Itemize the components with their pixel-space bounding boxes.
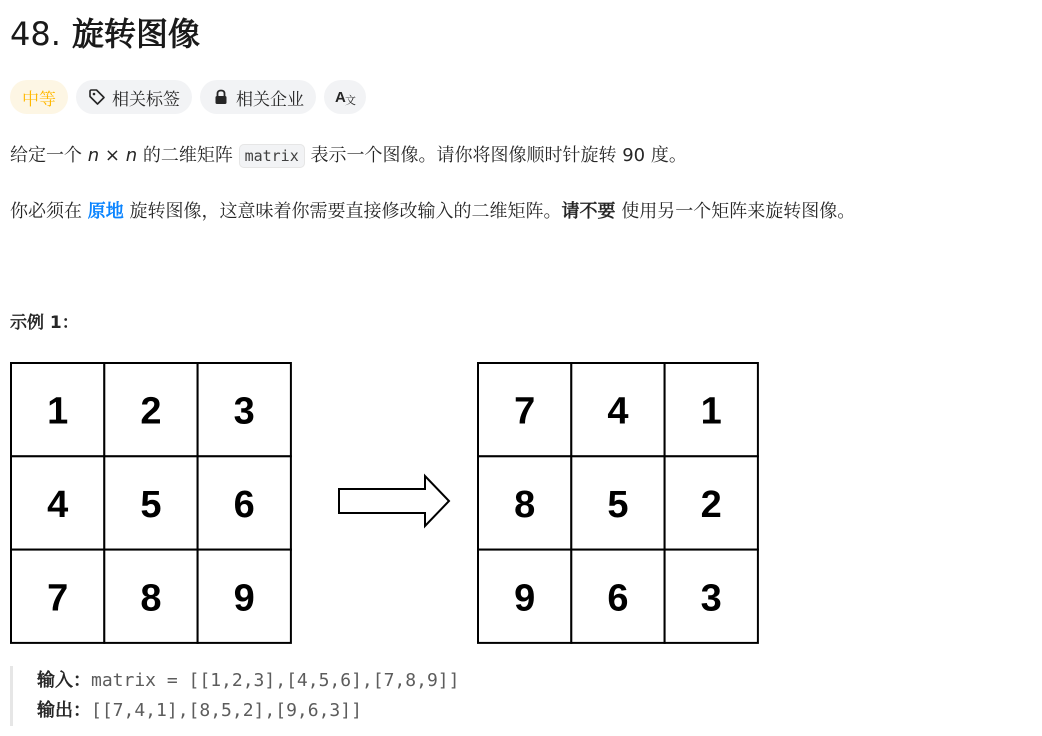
input-matrix-cell-value: 1 [47,390,69,433]
rotation-illustration [0,352,800,652]
difficulty-badge [10,80,68,114]
desc-text: 的二维矩阵 [137,145,239,166]
description-paragraph-1 [10,142,687,170]
page-title [10,12,200,56]
output-matrix-cell-value: 1 [700,390,722,433]
related-companies-label: 相关企业 [236,89,304,110]
input-matrix-cell-value: 9 [233,577,255,620]
input-matrix-cell-value: 8 [140,577,162,620]
problem-name: 旋转图像 [72,15,201,53]
svg-text:A: A [335,89,346,106]
example-title: 示例 1： [10,313,79,333]
svg-text:文: 文 [345,95,356,107]
input-label: 输入： [37,670,91,691]
input-matrix-cell-value: 2 [140,390,162,433]
do-not-emphasis: 请不要 [561,201,616,222]
output-matrix-cell-value: 6 [607,577,629,620]
output-matrix-cell-value: 3 [700,577,722,620]
input-matrix-grid [11,363,291,643]
output-matrix-cell-value: 7 [514,390,536,433]
example-io-block [10,666,459,726]
output-matrix-grid [478,363,758,643]
output-matrix-cell-value: 4 [607,390,629,433]
desc-text: 旋转图像，这意味着你需要直接修改输入的二维矩阵。 [123,201,562,222]
input-matrix-cell-value: 3 [233,390,255,433]
n-variable: n [87,145,100,166]
problem-number: 48. [10,15,61,53]
output-matrix-cell-value: 5 [607,483,629,526]
description-paragraph-2 [10,198,855,226]
times-symbol: × [99,145,126,166]
desc-text: 使用另一个矩阵来旋转图像。 [615,201,856,222]
output-matrix-cell-value: 9 [514,577,536,620]
input-matrix-cell-value: 6 [233,483,255,526]
input-matrix-cell-value: 7 [47,577,69,620]
translate-icon [334,87,356,107]
translate-button[interactable] [324,80,366,114]
input-matrix-cell-value: 5 [140,483,162,526]
example-input-line [37,666,459,696]
matrix-code: matrix [239,144,305,168]
in-place-link[interactable]: 原地 [87,201,124,222]
desc-text: 给定一个 [10,145,88,166]
output-label: 输出： [37,700,91,721]
tag-icon [88,88,106,106]
output-matrix-cell-value: 2 [700,483,722,526]
output-value: [[7,4,1],[8,5,2],[9,6,3]] [91,700,362,721]
related-tags-label: 相关标签 [112,89,180,110]
desc-text: 你必须在 [10,201,88,222]
input-value: matrix = [[1,2,3],[4,5,6],[7,8,9]] [91,670,460,691]
tag-bar [10,80,366,114]
output-matrix-cell-value: 8 [514,483,536,526]
example-output-line [37,696,459,726]
arrow-right-icon [339,476,449,526]
desc-text: 表示一个图像。请你将图像顺时针旋转 90 度。 [304,145,687,166]
difficulty-label: 中等 [22,89,56,110]
related-tags-button[interactable] [76,80,192,114]
related-companies-button[interactable] [200,80,316,114]
n-variable: n [125,145,138,166]
input-matrix-cell-value: 4 [47,483,69,526]
lock-icon [212,88,230,106]
